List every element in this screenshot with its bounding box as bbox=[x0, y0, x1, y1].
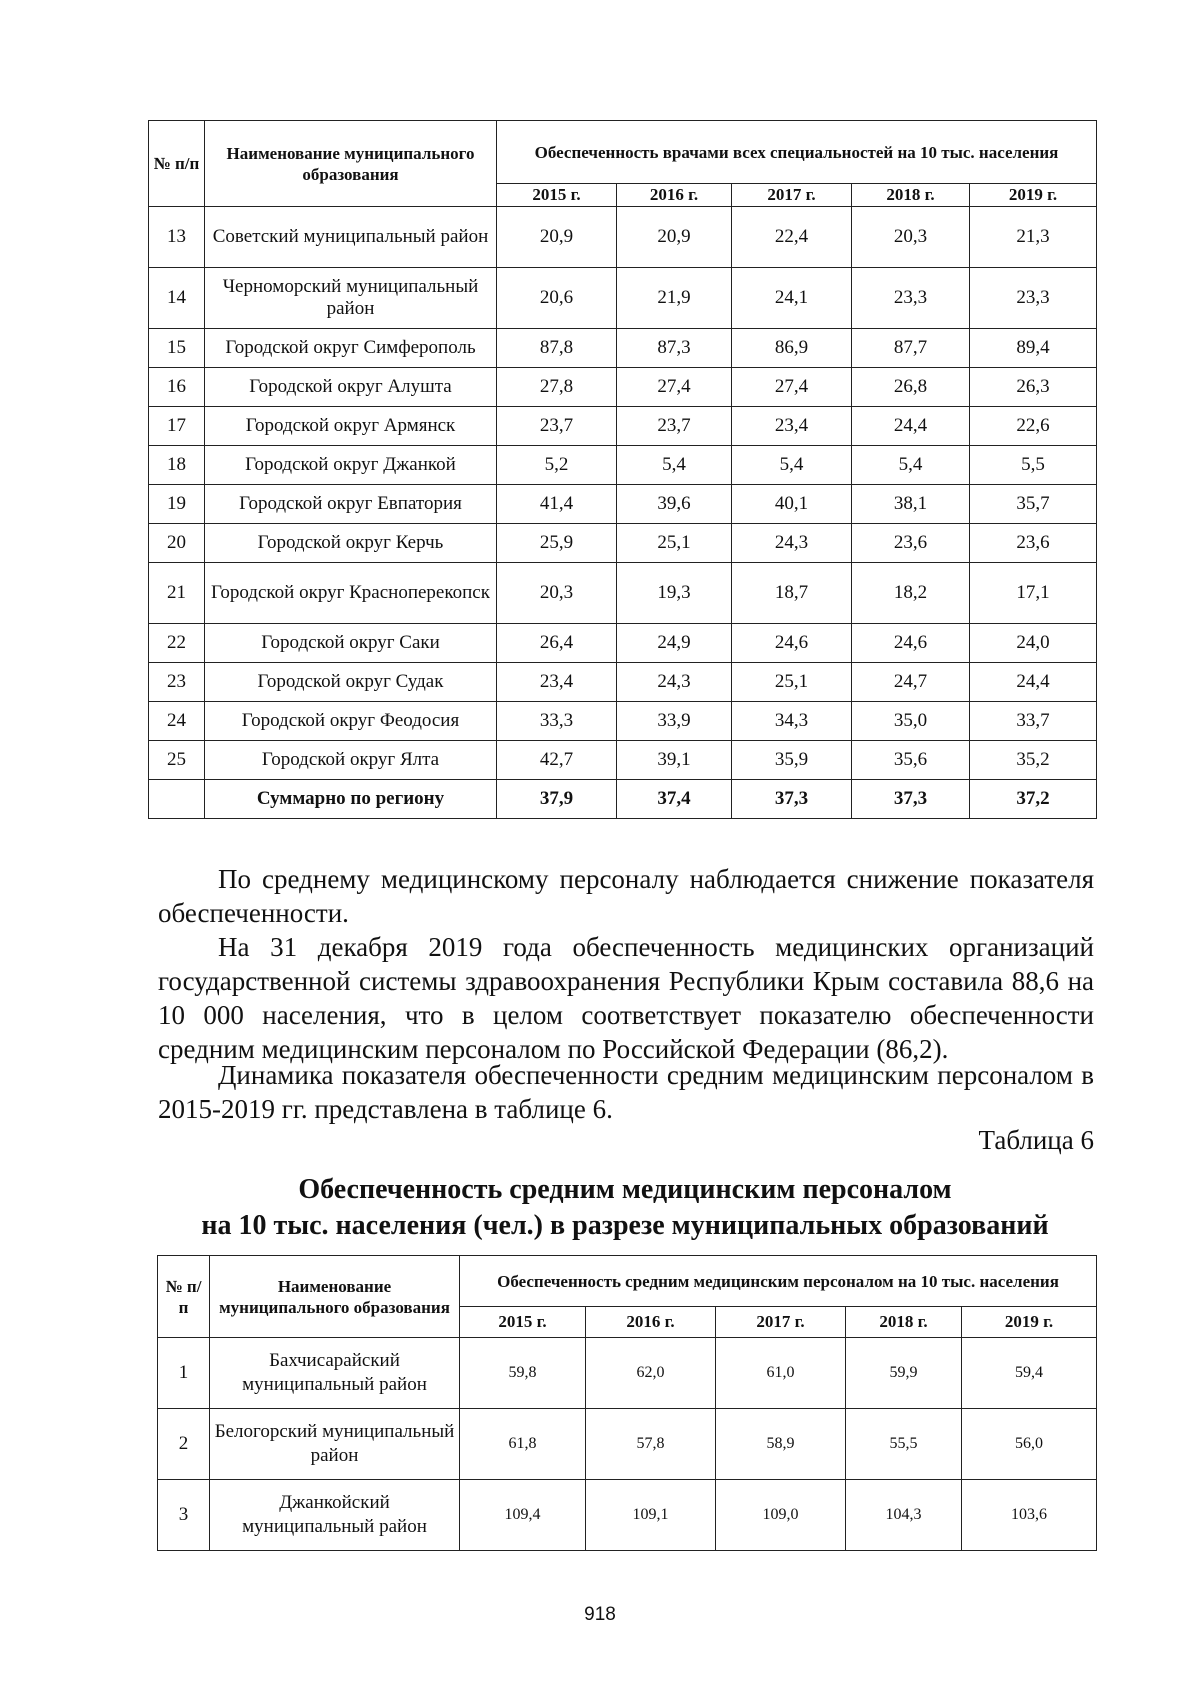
paragraph: По среднему медицинскому персоналу наблюдается снижение показателя обеспеченности. bbox=[158, 864, 1094, 928]
value-cell: 19,3 bbox=[617, 563, 732, 624]
value-cell: 24,4 bbox=[970, 663, 1097, 702]
row-name: Городской округ Судак bbox=[205, 663, 497, 702]
value-cell: 109,1 bbox=[586, 1480, 716, 1551]
header-year: 2019 г. bbox=[962, 1307, 1097, 1338]
value-cell: 23,7 bbox=[497, 407, 617, 446]
row-number: 22 bbox=[149, 624, 205, 663]
header-year: 2015 г. bbox=[460, 1307, 586, 1338]
value-cell: 56,0 bbox=[962, 1409, 1097, 1480]
value-cell: 24,9 bbox=[617, 624, 732, 663]
row-number: 24 bbox=[149, 702, 205, 741]
value-cell: 39,1 bbox=[617, 741, 732, 780]
row-number: 2 bbox=[158, 1409, 210, 1480]
table-row bbox=[149, 524, 1097, 563]
table-row bbox=[158, 1409, 1097, 1480]
value-cell: 23,3 bbox=[852, 268, 970, 329]
row-name: Городской округ Саки bbox=[205, 624, 497, 663]
row-name: Городской округ Джанкой bbox=[205, 446, 497, 485]
header-year: 2018 г. bbox=[846, 1307, 962, 1338]
row-name: Городской округ Алушта bbox=[205, 368, 497, 407]
table-row bbox=[158, 1480, 1097, 1551]
value-cell: 24,0 bbox=[970, 624, 1097, 663]
value-cell: 35,0 bbox=[852, 702, 970, 741]
row-name: Городской округ Красноперекопск bbox=[205, 563, 497, 624]
value-cell: 23,4 bbox=[497, 663, 617, 702]
header-group: Обеспеченность врачами всех специальностей на 10 тыс. населения bbox=[497, 121, 1097, 184]
row-name: Городской округ Симферополь bbox=[205, 329, 497, 368]
value-cell: 27,4 bbox=[732, 368, 852, 407]
value-cell: 38,1 bbox=[852, 485, 970, 524]
value-cell: 22,6 bbox=[970, 407, 1097, 446]
value-cell: 20,9 bbox=[497, 207, 617, 268]
header-year: 2019 г. bbox=[970, 184, 1097, 207]
value-cell: 57,8 bbox=[586, 1409, 716, 1480]
row-number: 25 bbox=[149, 741, 205, 780]
value-cell: 24,1 bbox=[732, 268, 852, 329]
value-cell: 17,1 bbox=[970, 563, 1097, 624]
value-cell: 24,6 bbox=[732, 624, 852, 663]
value-cell: 20,3 bbox=[497, 563, 617, 624]
header-name: Наименование муниципального образования bbox=[205, 121, 497, 207]
value-cell: 26,3 bbox=[970, 368, 1097, 407]
value-cell: 21,3 bbox=[970, 207, 1097, 268]
row-number: 15 bbox=[149, 329, 205, 368]
table-row bbox=[149, 663, 1097, 702]
row-number: 21 bbox=[149, 563, 205, 624]
row-name: Белогорский муниципальный район bbox=[210, 1409, 460, 1480]
row-number: 17 bbox=[149, 407, 205, 446]
row-number: 18 bbox=[149, 446, 205, 485]
table-label: Таблица 6 bbox=[978, 1125, 1094, 1155]
row-number: 16 bbox=[149, 368, 205, 407]
value-cell: 26,8 bbox=[852, 368, 970, 407]
value-cell: 23,6 bbox=[852, 524, 970, 563]
value-cell: 20,9 bbox=[617, 207, 732, 268]
row-name: Городской округ Ялта bbox=[205, 741, 497, 780]
row-name: Джанкойский муниципальный район bbox=[210, 1480, 460, 1551]
value-cell: 27,4 bbox=[617, 368, 732, 407]
value-cell: 25,9 bbox=[497, 524, 617, 563]
row-number: 23 bbox=[149, 663, 205, 702]
value-cell: 35,9 bbox=[732, 741, 852, 780]
total-value: 37,2 bbox=[970, 780, 1097, 819]
page-number: 918 bbox=[584, 1604, 616, 1625]
header-year: 2015 г. bbox=[497, 184, 617, 207]
value-cell: 87,7 bbox=[852, 329, 970, 368]
total-value: 37,4 bbox=[617, 780, 732, 819]
value-cell: 33,9 bbox=[617, 702, 732, 741]
value-cell: 42,7 bbox=[497, 741, 617, 780]
header-year: 2016 г. bbox=[617, 184, 732, 207]
value-cell: 27,8 bbox=[497, 368, 617, 407]
header-group: Обеспеченность средним медицинским персоналом на 10 тыс. населения bbox=[460, 1256, 1097, 1307]
value-cell: 5,4 bbox=[617, 446, 732, 485]
value-cell: 22,4 bbox=[732, 207, 852, 268]
value-cell: 25,1 bbox=[732, 663, 852, 702]
value-cell: 5,5 bbox=[970, 446, 1097, 485]
value-cell: 39,6 bbox=[617, 485, 732, 524]
value-cell: 24,7 bbox=[852, 663, 970, 702]
value-cell: 5,4 bbox=[732, 446, 852, 485]
row-name: Городской округ Керчь bbox=[205, 524, 497, 563]
value-cell: 23,6 bbox=[970, 524, 1097, 563]
value-cell: 59,9 bbox=[846, 1338, 962, 1409]
value-cell: 109,4 bbox=[460, 1480, 586, 1551]
value-cell: 61,8 bbox=[460, 1409, 586, 1480]
total-value: 37,3 bbox=[732, 780, 852, 819]
header-year: 2017 г. bbox=[716, 1307, 846, 1338]
header-name: Наименование муниципального образования bbox=[210, 1256, 460, 1338]
paragraph: Динамика показателя обеспеченности средним медицинским персоналом в 2015-2019 гг. представлена в таблице 6. bbox=[158, 1060, 1094, 1124]
row-name: Городской округ Евпатория bbox=[205, 485, 497, 524]
total-value: 37,9 bbox=[497, 780, 617, 819]
value-cell: 104,3 bbox=[846, 1480, 962, 1551]
value-cell: 59,8 bbox=[460, 1338, 586, 1409]
value-cell: 33,7 bbox=[970, 702, 1097, 741]
table-row bbox=[149, 485, 1097, 524]
row-number: 13 bbox=[149, 207, 205, 268]
value-cell: 26,4 bbox=[497, 624, 617, 663]
table-row bbox=[149, 624, 1097, 663]
value-cell: 103,6 bbox=[962, 1480, 1097, 1551]
value-cell: 87,8 bbox=[497, 329, 617, 368]
table-row bbox=[149, 563, 1097, 624]
value-cell: 20,3 bbox=[852, 207, 970, 268]
caption-line: Обеспеченность средним медицинским персоналом bbox=[298, 1174, 952, 1205]
row-number: 19 bbox=[149, 485, 205, 524]
row-number: 14 bbox=[149, 268, 205, 329]
row-name: Бахчисарайский муниципальный район bbox=[210, 1338, 460, 1409]
value-cell: 23,4 bbox=[732, 407, 852, 446]
value-cell: 35,2 bbox=[970, 741, 1097, 780]
value-cell: 25,1 bbox=[617, 524, 732, 563]
row-number: 20 bbox=[149, 524, 205, 563]
header-num: № п/п bbox=[149, 121, 205, 207]
value-cell: 58,9 bbox=[716, 1409, 846, 1480]
value-cell: 24,6 bbox=[852, 624, 970, 663]
value-cell: 18,2 bbox=[852, 563, 970, 624]
row-number bbox=[149, 780, 205, 819]
table-row bbox=[149, 407, 1097, 446]
total-row bbox=[149, 780, 1097, 819]
value-cell: 59,4 bbox=[962, 1338, 1097, 1409]
value-cell: 89,4 bbox=[970, 329, 1097, 368]
value-cell: 20,6 bbox=[497, 268, 617, 329]
header-year: 2016 г. bbox=[586, 1307, 716, 1338]
nurses-provision-table bbox=[157, 1255, 1097, 1551]
value-cell: 62,0 bbox=[586, 1338, 716, 1409]
table-row bbox=[149, 741, 1097, 780]
total-value: 37,3 bbox=[852, 780, 970, 819]
value-cell: 18,7 bbox=[732, 563, 852, 624]
value-cell: 87,3 bbox=[617, 329, 732, 368]
value-cell: 34,3 bbox=[732, 702, 852, 741]
row-name: Городской округ Армянск bbox=[205, 407, 497, 446]
table-row bbox=[149, 446, 1097, 485]
value-cell: 24,3 bbox=[617, 663, 732, 702]
value-cell: 35,6 bbox=[852, 741, 970, 780]
value-cell: 55,5 bbox=[846, 1409, 962, 1480]
value-cell: 35,7 bbox=[970, 485, 1097, 524]
value-cell: 5,4 bbox=[852, 446, 970, 485]
total-label: Суммарно по региону bbox=[205, 780, 497, 819]
caption-line: на 10 тыс. населения (чел.) в разрезе муниципальных образований bbox=[201, 1210, 1049, 1241]
table-caption bbox=[150, 1172, 1100, 1244]
table-row bbox=[149, 207, 1097, 268]
row-name: Городской округ Феодосия bbox=[205, 702, 497, 741]
row-name: Черноморский муниципальный район bbox=[205, 268, 497, 329]
value-cell: 23,3 bbox=[970, 268, 1097, 329]
value-cell: 109,0 bbox=[716, 1480, 846, 1551]
table-row bbox=[149, 702, 1097, 741]
paragraph: На 31 декабря 2019 года обеспеченность медицинских организаций государственной системы здравоохранения Республики Крым составила 88,6 на 10 000 населения, что в целом соответствует показателю обеспеченности средним медицинским персоналом по Российской Федерации (86,2). bbox=[158, 932, 1094, 1064]
table-row bbox=[158, 1338, 1097, 1409]
value-cell: 5,2 bbox=[497, 446, 617, 485]
table-row bbox=[149, 268, 1097, 329]
value-cell: 33,3 bbox=[497, 702, 617, 741]
value-cell: 61,0 bbox=[716, 1338, 846, 1409]
value-cell: 86,9 bbox=[732, 329, 852, 368]
header-year: 2018 г. bbox=[852, 184, 970, 207]
value-cell: 21,9 bbox=[617, 268, 732, 329]
row-name: Советский муниципальный район bbox=[205, 207, 497, 268]
value-cell: 24,3 bbox=[732, 524, 852, 563]
value-cell: 41,4 bbox=[497, 485, 617, 524]
header-num: № п/п bbox=[158, 1256, 210, 1338]
table-row bbox=[149, 329, 1097, 368]
value-cell: 40,1 bbox=[732, 485, 852, 524]
value-cell: 23,7 bbox=[617, 407, 732, 446]
row-number: 1 bbox=[158, 1338, 210, 1409]
row-number: 3 bbox=[158, 1480, 210, 1551]
table-row bbox=[149, 368, 1097, 407]
doctors-provision-table bbox=[148, 120, 1097, 819]
value-cell: 24,4 bbox=[852, 407, 970, 446]
header-year: 2017 г. bbox=[732, 184, 852, 207]
